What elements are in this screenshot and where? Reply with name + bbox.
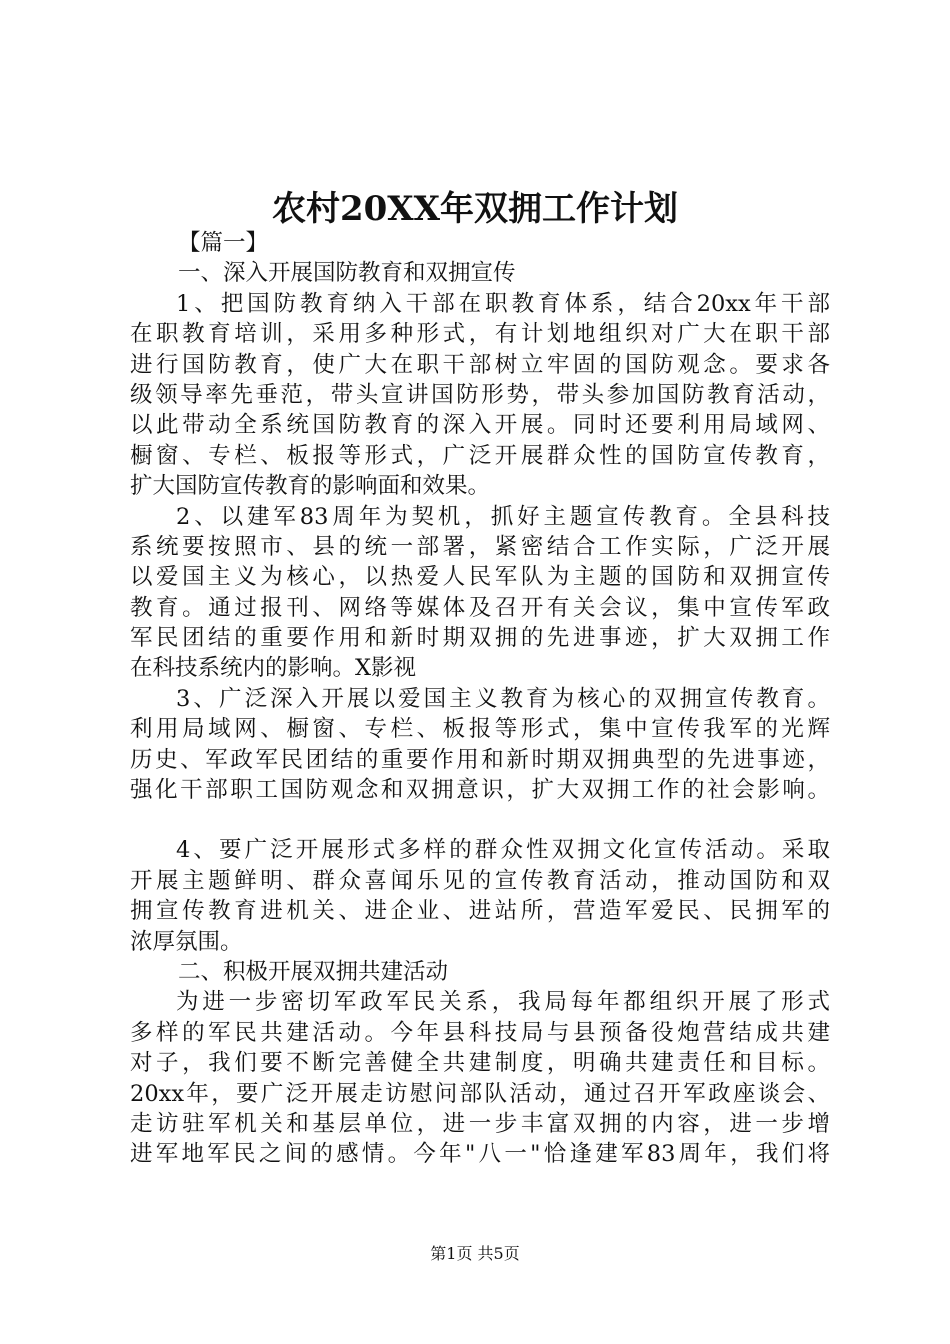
paragraph-line: 扩大国防宣传教育的影响面和效果。 (130, 473, 491, 500)
document-body (130, 228, 830, 1170)
page-title: 农村20XX年双拥工作计划 (271, 189, 679, 229)
paragraph-line: 2、以建军83周年为契机，抓好主题宣传教育。全县科技 (176, 503, 830, 530)
heading-2: 二、积极开展双拥共建活动 (178, 958, 449, 985)
paragraph-line: 对子，我们要不断完善健全共建制度，明确共建责任和目标。 (130, 1050, 830, 1077)
paragraph-line: 4、要广泛开展形式多样的群众性双拥文化宣传活动。采取 (176, 837, 830, 864)
paragraph-line: 教育。通过报刊、网络等媒体及召开有关会议，集中宣传军政 (130, 594, 830, 621)
paragraph-line: 在科技系统内的影响。X影视 (130, 655, 417, 682)
paragraph-line: 军民团结的重要作用和新时期双拥的先进事迹，扩大双拥工作 (130, 625, 830, 652)
paragraph-line: 多样的军民共建活动。今年县科技局与县预备役炮营结成共建 (130, 1019, 830, 1046)
section-marker: 【篇一】 (178, 230, 269, 256)
paragraph-line: 浓厚氛围。 (130, 928, 243, 955)
paragraph-line: 在职教育培训，采用多种形式，有计划地组织对广大在职干部 (130, 321, 830, 348)
paragraph-line: 1、把国防教育纳入干部在职教育体系，结合20xx年干部 (176, 290, 830, 317)
paragraph-line: 强化干部职工国防观念和双拥意识，扩大双拥工作的社会影响。 (130, 777, 830, 804)
page-footer: 第1页 共5页 (430, 1244, 520, 1263)
paragraph-line: 3、广泛深入开展以爱国主义教育为核心的双拥宣传教育。 (176, 685, 830, 712)
paragraph-line: 级领导率先垂范，带头宣讲国防形势，带头参加国防教育活动， (130, 381, 830, 408)
paragraph-line: 以此带动全系统国防教育的深入开展。同时还要利用局域网、 (130, 412, 830, 439)
paragraph-line: 拥宣传教育进机关、进企业、进站所，营造军爱民、民拥军的 (130, 898, 830, 925)
paragraph-gap (130, 805, 830, 835)
paragraph-line: 系统要按照市、县的统一部署，紧密结合工作实际，广泛开展 (130, 533, 830, 560)
paragraph-line: 利用局域网、橱窗、专栏、板报等形式，集中宣传我军的光辉 (130, 716, 830, 743)
paragraph-line: 进军地军民之间的感情。今年"八一"恰逢建军83周年，我们将 (130, 1141, 830, 1168)
heading-1: 一、深入开展国防教育和双拥宣传 (178, 260, 516, 287)
paragraph-line: 历史、军政军民团结的重要作用和新时期双拥典型的先进事迹， (130, 746, 830, 773)
paragraph-line: 走访驻军机关和基层单位，进一步丰富双拥的内容，进一步增 (130, 1110, 830, 1137)
paragraph-line: 进行国防教育，使广大在职干部树立牢固的国防观念。要求各 (130, 351, 830, 378)
paragraph-line: 以爱国主义为核心，以热爱人民军队为主题的国防和双拥宣传 (130, 564, 830, 591)
paragraph-line: 开展主题鲜明、群众喜闻乐见的宣传教育活动，推动国防和双 (130, 867, 830, 894)
paragraph-line: 20xx年，要广泛开展走访慰问部队活动，通过召开军政座谈会、 (130, 1080, 830, 1107)
paragraph-line: 橱窗、专栏、板报等形式，广泛开展群众性的国防宣传教育， (130, 442, 830, 469)
paragraph-line: 为进一步密切军政军民关系，我局每年都组织开展了形式 (176, 989, 830, 1016)
